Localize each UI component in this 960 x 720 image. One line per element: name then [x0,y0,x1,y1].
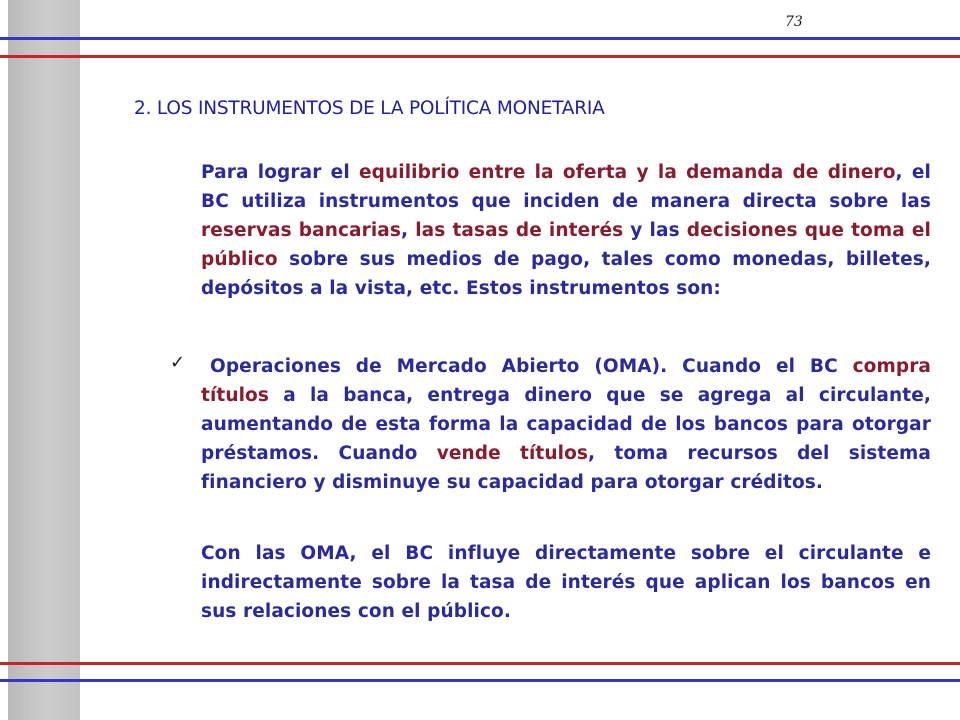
left-sidebar-band [8,0,80,720]
top-rule-blue [0,37,960,40]
bottom-rule-blue [0,679,960,682]
intro-text-1: Para lograr el [201,162,359,183]
intro-text-4: y las [623,220,687,241]
intro-paragraph [201,158,931,303]
oma-text-2: a la banca, entrega dinero que se agrega al circulante, aumentando de esta forma la capacidad de los bancos para otorgar préstamos. Cuando [201,385,931,464]
intro-highlight-rates: las tasas de interés [415,220,624,241]
check-icon: ✓ [170,352,186,373]
intro-highlight-equilibrium: equilibrio entre la oferta y la demanda de dinero [359,162,896,183]
intro-text-5: sobre sus medios de pago, tales como monedas, billetes, depósitos a la vista, etc. Estos instrumentos son: [201,249,931,299]
oma-term: Operaciones de Mercado Abierto (OMA). [210,356,668,377]
section-heading: 2. LOS INSTRUMENTOS DE LA POLÍTICA MONETARIA [134,98,605,119]
page-number: 73 [785,14,803,30]
intro-highlight-reserves: reservas bancarias [201,220,401,241]
oma-text-3: , toma recursos del sistema financiero y disminuye su capacidad para otorgar créditos. [201,443,931,493]
intro-text-3: , [401,220,416,241]
oma-effect-paragraph: Con las OMA, el BC influye directamente sobre el circulante e indirectamente sobre la tasa de interés que aplican los bancos en sus relaciones con el público. [201,543,931,622]
intro-highlight-decisions: decisiones que toma el público [201,220,931,270]
top-rule-red [0,55,960,58]
intro-text-2: , el BC utiliza instrumentos que inciden de manera directa sobre las [201,162,931,212]
oma-text-1: Cuando el BC [667,356,853,377]
oma-highlight-sells: vende títulos [436,443,589,464]
oma-bullet-paragraph [201,352,931,497]
oma-highlight-buys: compra títulos [201,356,931,406]
bottom-rule-red [0,662,960,665]
